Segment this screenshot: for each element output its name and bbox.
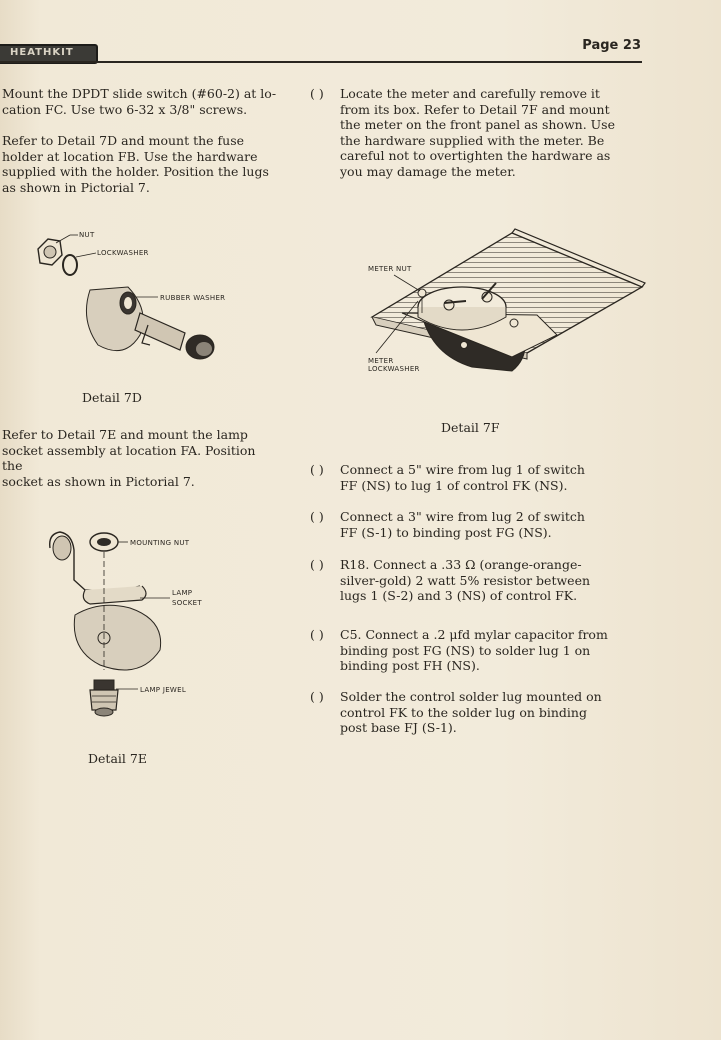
instruction-lamp-socket: Refer to Detail 7E and mount the lamp socket assembly at location FA. Position the socket as shown in Pictorial 7. (2, 427, 256, 489)
step-connect-3in-wire (310, 509, 645, 541)
page-number: Page 23 (582, 38, 641, 53)
detail-7f-drawing (362, 225, 647, 385)
label-meter-lockwasher: LOCKWASHER (368, 365, 420, 373)
step-checkbox[interactable]: ( ) (310, 509, 324, 524)
step-connect-5in-wire (310, 462, 645, 494)
label-socket: SOCKET (172, 599, 202, 607)
detail-7e-caption: Detail 7E (88, 751, 147, 766)
step-checkbox[interactable]: ( ) (310, 627, 324, 642)
label-mounting-nut: MOUNTING NUT (130, 539, 190, 547)
step-text: C5. Connect a .2 μfd mylar capacitor from binding post FG (NS) to solder lug 1 on binding post FH (NS). (340, 627, 608, 674)
step-solder-lug (310, 689, 645, 737)
detail-7d-caption: Detail 7D (82, 390, 142, 405)
step-text: Locate the meter and carefully remove it from its box. Refer to Detail 7F and mount the meter on the front panel as shown. Use the hardware supplied with the meter. Be careful not to overtighten the hardware as you may damage the meter. (340, 86, 615, 179)
logo-text: HEATHKIT (10, 47, 74, 58)
label-meter-nut: METER NUT (368, 265, 412, 273)
step-text: Connect a 5" wire from lug 1 of switch FF (NS) to lug 1 of control FK (NS). (340, 462, 585, 493)
header-rule (0, 61, 642, 63)
label-lockwasher: LOCKWASHER (97, 249, 149, 257)
detail-7e-drawing (30, 520, 280, 730)
detail-7f-caption: Detail 7F (441, 420, 500, 435)
step-resistor-r18 (310, 557, 645, 605)
label-lamp-jewel: LAMP JEWEL (140, 686, 187, 694)
instruction-fuse-holder: Refer to Detail 7D and mount the fuse holder at location FB. Use the hardware supplied with the holder. Position the lugs as shown in Pictorial 7. (2, 133, 269, 195)
step-text: R18. Connect a .33 Ω (orange-orange- silver-gold) 2 watt 5% resistor between lugs 1 (S-2) and 3 (NS) of control FK. (340, 557, 591, 604)
step-checkbox[interactable]: ( ) (310, 557, 324, 572)
label-meter: METER (368, 357, 394, 365)
step-capacitor-c5 (310, 627, 645, 675)
step-checkbox[interactable]: ( ) (310, 689, 324, 704)
step-locate-meter (310, 86, 645, 182)
step-text: Solder the control solder lug mounted on control FK to the solder lug on binding post base FJ (S-1). (340, 689, 602, 736)
step-text: Connect a 3" wire from lug 2 of switch FF (S-1) to binding post FG (NS). (340, 509, 585, 540)
detail-7d-drawing (30, 225, 270, 375)
label-nut: NUT (79, 231, 95, 239)
label-rubber-washer: RUBBER WASHER (160, 294, 226, 302)
step-checkbox[interactable]: ( ) (310, 462, 324, 477)
label-lamp: LAMP (172, 589, 193, 597)
instruction-mount-switch: Mount the DPDT slide switch (#60-2) at lo- cation FC. Use two 6-32 x 3/8" screws. (2, 86, 277, 117)
step-checkbox[interactable]: ( ) (310, 86, 324, 101)
